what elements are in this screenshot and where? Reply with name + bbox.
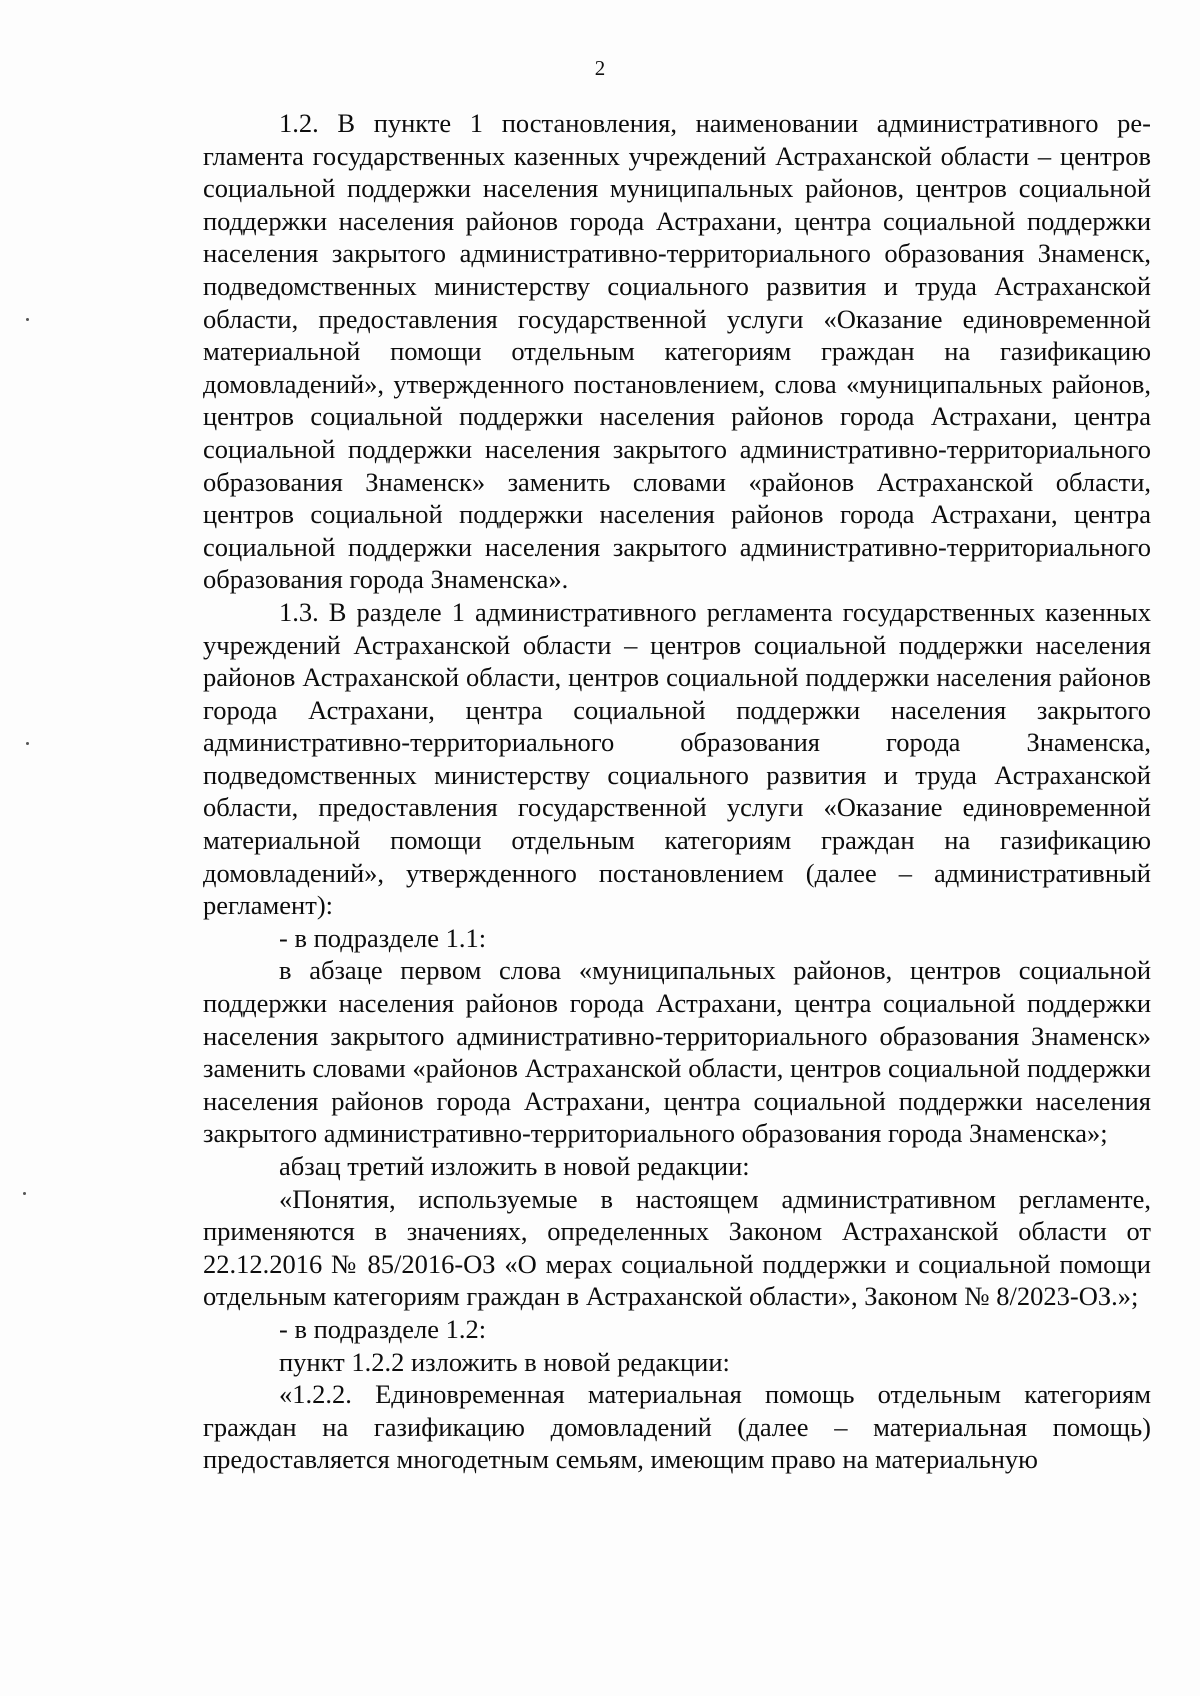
scan-margin-mark [23,1192,26,1195]
paragraph-1-3: 1.3. В разделе 1 административного регламента государственных казенных учреждений Астраханской области – центров социальной поддержки населения районов Астраханской области, центров социальной поддержки населения районов города Астрахани, центра социальной поддержки населения закрытого административно-территориального образования города Знаменска, подведомственных министерству социального развития и труда Астраханской области, предоставления государственной услуги «Оказание единовременной материальной помощи отдельным категориям граждан на газификацию домовладений», утвержденного постановлением (далее – административный регламент): [203,596,1151,921]
list-item-subsection-1-1: - в подразделе 1.1: [279,922,487,953]
paragraph-first-abzac: в абзаце первом слова «муниципальных районов, центров социальной поддержки населения районов города Астрахани, центра социальной поддержки населения закрытого административно-территориального образования Знаменск» заменить словами «районов Астраханской области, центров социальной поддержки населения районов города Астрахани, центра социальной поддержки населения закрытого административно-территориального образования города Знаменска»; [203,955,1151,1149]
scan-margin-mark [26,742,29,745]
paragraph-point-1-2-2-intro: пункт 1.2.2 изложить в новой редакции: [279,1346,730,1377]
paragraph-1-2: 1.2. В пункте 1 постановления, наименовании административного регламента государственных казенных учреждений Астраханской области – центров социальной поддержки населения муниципальных районов, центров социальной поддержки населения районов города Астрахани, центра социальной поддержки населения закрытого административно-территориального образования Знаменск, подведомственных министерству социального развития и труда Астраханской области, предоставления государственной услуги «Оказание единовременной материальной помощи отдельным категориям граждан на газификацию домовладений», утвержденного постановлением, слова «муниципальных районов, центров социальной поддержки населения районов города Астрахани, центра социальной поддержки населения закрытого административно-территориального образования Знаменск» заменить словами «районов Астраханской области, центров социальной поддержки населения районов города Астрахани, центра социальной поддержки населения закрытого административно-территориального образования города Знаменска». [203,108,1151,595]
page-number: 2 [594,56,606,80]
list-item-subsection-1-2: - в подразделе 1.2: [279,1313,487,1344]
document-body [203,107,1151,1476]
scan-margin-mark [26,318,29,321]
paragraph-definitions-quote: «Понятия, используемые в настоящем административном регламенте, применяются в значениях, определенных Законом Астраханской области от 22.12.2016 № 85/2016-ОЗ «О мерах социальной поддержки и социальной помощи отдельным категориям граждан в Астраханской области», Законом № 8/2023-ОЗ.»; [203,1183,1151,1312]
paragraph-point-1-2-2-text: «1.2.2. Единовременная материальная помощь отдельным категориям граждан на газификацию домовладений (далее – материальная помощь) предоставляется многодетным семьям, имеющим право на материальную [203,1379,1151,1475]
paragraph-third-abzac-intro: абзац третий изложить в новой редакции: [279,1151,750,1181]
